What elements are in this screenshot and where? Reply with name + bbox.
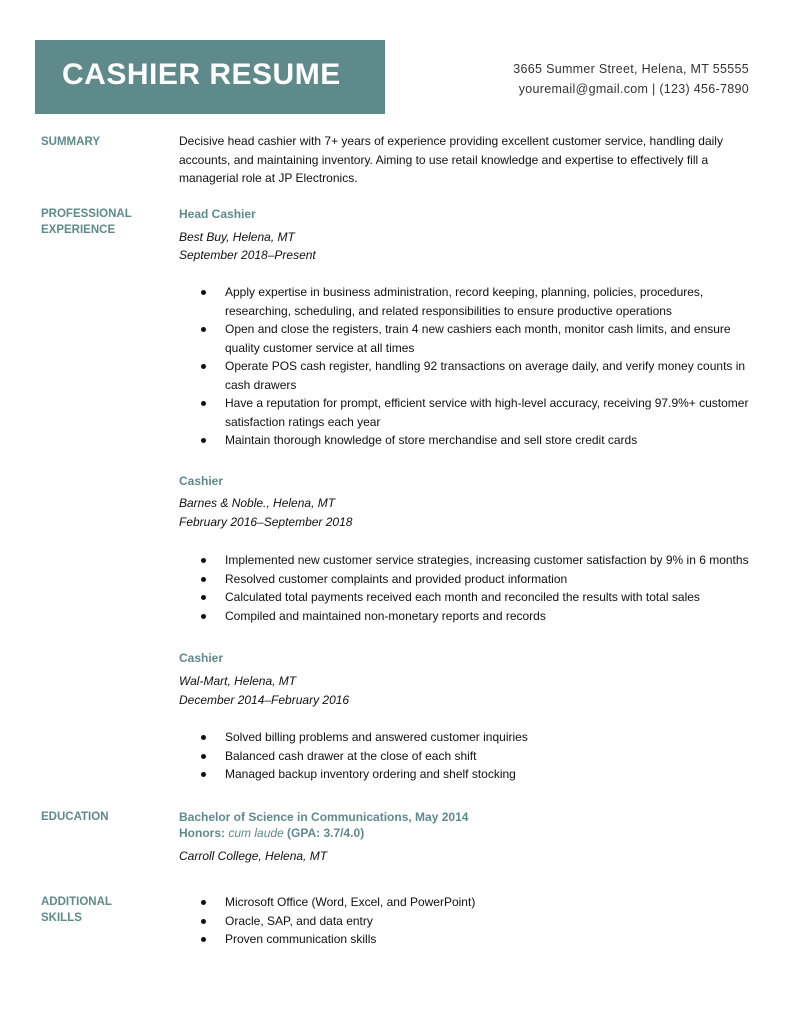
bullet-icon (201, 919, 206, 924)
resume-title: CASHIER RESUME (62, 58, 341, 91)
list-item: Operate POS cash register, handling 92 transactions on average daily, and verify money counts in cash drawers (225, 357, 760, 394)
bullet-icon (201, 290, 206, 295)
summary-label: SUMMARY (41, 136, 100, 148)
education-label: EDUCATION (41, 811, 109, 823)
job-bullet-list (225, 283, 760, 450)
job-employer: Barnes & Noble., Helena, MT (179, 496, 336, 510)
list-item: Resolved customer complaints and provided product information (225, 570, 760, 589)
list-item: Solved billing problems and answered customer inquiries (225, 728, 760, 747)
list-item: Implemented new customer service strategies, increasing customer satisfaction by 9% in 6 months (225, 551, 760, 570)
list-item: Calculated total payments received each month and reconciled the results with total sales (225, 588, 760, 607)
list-item: Oracle, SAP, and data entry (225, 912, 760, 931)
bullet-icon (201, 364, 206, 369)
list-item: Balanced cash drawer at the close of each shift (225, 747, 760, 766)
email-phone-line: youremail@gmail.com | (123) 456-7890 (518, 82, 749, 96)
list-item: Compiled and maintained non-monetary reports and records (225, 607, 760, 626)
experience-label (41, 206, 151, 238)
job-dates: December 2014–February 2016 (179, 693, 350, 707)
list-item: Maintain thorough knowledge of store merchandise and sell store credit cards (225, 431, 760, 450)
list-item: Apply expertise in business administration, record keeping, planning, policies, procedures, researching, scheduling, and related responsibilities to ensure productive operations (225, 283, 760, 320)
bullet-icon (201, 772, 206, 777)
list-item: Microsoft Office (Word, Excel, and PowerPoint) (225, 893, 760, 912)
job-dates: September 2018–Present (179, 248, 316, 262)
address-line: 3665 Summer Street, Helena, MT 55555 (513, 62, 749, 76)
bullet-icon (201, 558, 206, 563)
bullet-icon (201, 595, 206, 600)
skills-bullet-list (225, 893, 760, 949)
honors-line: Honors: cum laude (GPA: 3.7/4.0) (179, 826, 365, 840)
list-item: Open and close the registers, train 4 new cashiers each month, monitor cash limits, and ensure quality customer service at all times (225, 320, 760, 357)
bullet-icon (201, 614, 206, 619)
experience-label-line1: PROFESSIONAL (41, 208, 132, 220)
job-bullet-list (225, 551, 760, 625)
skills-label-line1: ADDITIONAL (41, 896, 112, 908)
skills-label-line2: SKILLS (41, 912, 82, 924)
degree-line: Bachelor of Science in Communications, May 2014 (179, 810, 469, 824)
contact-info (513, 59, 749, 99)
bullet-icon (201, 577, 206, 582)
list-item: Managed backup inventory ordering and shelf stocking (225, 765, 760, 784)
bullet-icon (201, 327, 206, 332)
list-item: Have a reputation for prompt, efficient service with high-level accuracy, receiving 97.9%+ customer satisfaction ratings each year (225, 394, 760, 431)
bullet-icon (201, 438, 206, 443)
job-title: Cashier (179, 474, 224, 488)
bullet-icon (201, 937, 206, 942)
bullet-icon (201, 754, 206, 759)
job-dates: February 2016–September 2018 (179, 515, 353, 529)
job-employer: Best Buy, Helena, MT (179, 230, 295, 244)
bullet-icon (201, 735, 206, 740)
list-item: Proven communication skills (225, 930, 760, 949)
bullet-icon (201, 401, 206, 406)
job-bullet-list (225, 728, 760, 784)
school-line: Carroll College, Helena, MT (179, 849, 328, 863)
job-title: Head Cashier (179, 207, 256, 221)
bullet-icon (201, 900, 206, 905)
summary-text: Decisive head cashier with 7+ years of experience providing excellent customer service, handling daily accounts, and maintaining inventory. Aiming to use retail knowledge and expertise to effectively fill a managerial role at JP Electronics. (179, 134, 723, 185)
job-employer: Wal-Mart, Helena, MT (179, 674, 297, 688)
job-title: Cashier (179, 651, 224, 665)
experience-label-line2: EXPERIENCE (41, 224, 116, 236)
skills-label (41, 894, 151, 926)
